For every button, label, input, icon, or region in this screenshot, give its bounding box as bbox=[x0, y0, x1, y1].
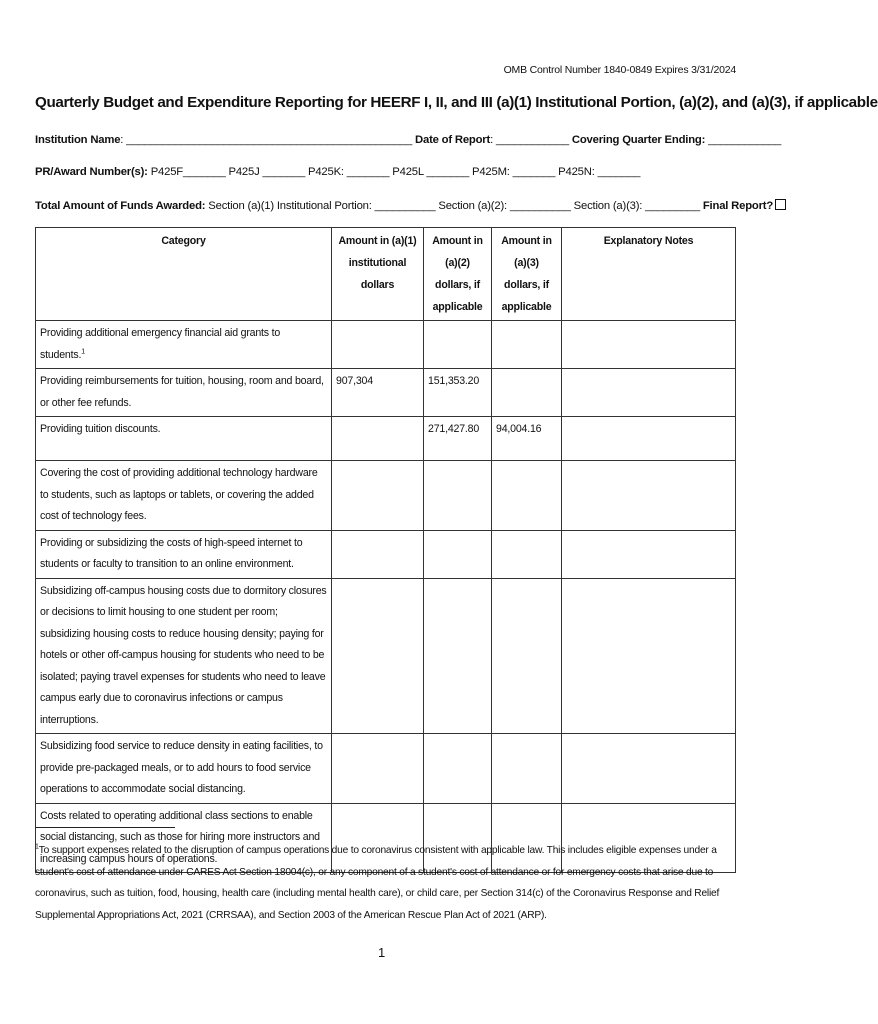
footnote-divider bbox=[35, 827, 175, 828]
header-category: Category bbox=[36, 228, 332, 321]
award-fields[interactable]: P425F_______ P425J _______ P425K: _______ P425L _______ P425M: _______ P425N: _______ bbox=[147, 166, 641, 178]
a3-cell[interactable] bbox=[492, 321, 562, 369]
a3-cell[interactable] bbox=[492, 369, 562, 417]
category-cell: Subsidizing off-campus housing costs due to dormitory closures or decisions to limit housing to one student per room; subsidizing housing costs to reduce housing density; paying for hotels or other off-campus housing for students who need to be isolated; paying travel expenses for students who need to leave campus early due to coronavirus infections or campus interruptions. bbox=[36, 578, 332, 734]
a2-cell[interactable] bbox=[424, 321, 492, 369]
total-label: Total Amount of Funds Awarded: bbox=[35, 200, 206, 212]
a1-cell[interactable] bbox=[332, 734, 424, 804]
a1-cell[interactable] bbox=[332, 578, 424, 734]
footnote-text: To support expenses related to the disruption of campus operations due to coronavirus consistent with applicable law. This includes eligible expenses under a student's cost of attendance under CARES Act Section 18004(c), or any component of a student's cost of attendance or for emergency costs that arise due to coronavirus, such as tuition, food, housing, health care (including mental health care), or child care, per Section 314(c) of the Coronavirus Response and Relief Supplemental Appropriations Act, 2021 (CRRSAA), and Section 2003 of the American Rescue Plan Act of 2021 (ARP). bbox=[35, 845, 720, 921]
final-report-label: Final Report? bbox=[702, 200, 774, 212]
notes-cell[interactable] bbox=[562, 530, 736, 578]
table-row bbox=[36, 578, 736, 734]
date-label: Date of Report bbox=[415, 134, 491, 146]
table-row bbox=[36, 417, 736, 461]
header-a2: Amount in (a)(2) dollars, if applicable bbox=[424, 228, 492, 321]
header-notes: Explanatory Notes bbox=[562, 228, 736, 321]
footnote-marker: 1 bbox=[35, 843, 39, 851]
table-row bbox=[36, 530, 736, 578]
a3-cell[interactable] bbox=[492, 578, 562, 734]
institution-label: Institution Name bbox=[35, 134, 121, 146]
budget-table bbox=[35, 227, 736, 873]
category-cell: Providing tuition discounts. bbox=[36, 417, 332, 461]
header-a3: Amount in (a)(3) dollars, if applicable bbox=[492, 228, 562, 321]
a3-cell[interactable]: 94,004.16 bbox=[492, 417, 562, 461]
quarter-field[interactable]: ____________ bbox=[705, 134, 782, 146]
a2-cell[interactable]: 271,427.80 bbox=[424, 417, 492, 461]
table-header-row bbox=[36, 228, 736, 321]
a1-cell[interactable] bbox=[332, 530, 424, 578]
a2-cell[interactable]: 151,353.20 bbox=[424, 369, 492, 417]
omb-control-number: OMB Control Number 1840-0849 Expires 3/31/2024 bbox=[503, 64, 736, 76]
table-row bbox=[36, 321, 736, 369]
category-cell: Covering the cost of providing additional technology hardware to students, such as laptops or tablets, or covering the added cost of technology fees. bbox=[36, 461, 332, 531]
date-field[interactable]: : ____________ bbox=[490, 134, 569, 146]
category-cell: Costs related to operating additional class sections to enable social distancing, such as those for hiring more instructors and increasing campus hours of operations. bbox=[36, 803, 332, 873]
a2-cell[interactable] bbox=[424, 461, 492, 531]
a1-cell[interactable] bbox=[332, 461, 424, 531]
total-funds-line bbox=[35, 199, 786, 212]
footnote bbox=[35, 840, 740, 926]
table-row bbox=[36, 461, 736, 531]
a2-cell[interactable] bbox=[424, 734, 492, 804]
table-row bbox=[36, 369, 736, 417]
page-number: 1 bbox=[378, 945, 386, 960]
notes-cell[interactable] bbox=[562, 578, 736, 734]
category-cell: Subsidizing food service to reduce density in eating facilities, to provide pre-packaged meals, or to add hours to food service operations to accommodate social distancing. bbox=[36, 734, 332, 804]
quarter-label: Covering Quarter Ending: bbox=[571, 134, 706, 146]
award-label: PR/Award Number(s): bbox=[35, 166, 148, 178]
award-line bbox=[35, 166, 640, 178]
header-a1: Amount in (a)(1) institutional dollars bbox=[332, 228, 424, 321]
category-cell: Providing reimbursements for tuition, housing, room and board, or other fee refunds. bbox=[36, 369, 332, 417]
a3-cell[interactable] bbox=[492, 734, 562, 804]
notes-cell[interactable] bbox=[562, 369, 736, 417]
institution-line bbox=[35, 134, 781, 146]
a2-cell[interactable] bbox=[424, 578, 492, 734]
a2-cell[interactable] bbox=[424, 530, 492, 578]
total-fields[interactable]: Section (a)(1) Institutional Portion: __________ Section (a)(2): __________ Section (a)(3): _________ bbox=[205, 200, 703, 212]
institution-field[interactable]: : _______________________________________________ bbox=[120, 134, 413, 146]
page-title: Quarterly Budget and Expenditure Reporting for HEERF I, II, and III (a)(1) Institutional Portion, (a)(2), and (a)(3), if applicable bbox=[35, 94, 878, 111]
table-row bbox=[36, 734, 736, 804]
category-cell: Providing additional emergency financial aid grants to students.$^1$ bbox=[36, 321, 332, 369]
a3-cell[interactable] bbox=[492, 530, 562, 578]
notes-cell[interactable] bbox=[562, 461, 736, 531]
footnote-ref: 1 bbox=[81, 347, 85, 355]
a1-cell[interactable] bbox=[332, 417, 424, 461]
category-cell: Providing or subsidizing the costs of high-speed internet to students or faculty to transition to an online environment. bbox=[36, 530, 332, 578]
a1-cell[interactable]: 907,304 bbox=[332, 369, 424, 417]
a1-cell[interactable] bbox=[332, 321, 424, 369]
notes-cell[interactable] bbox=[562, 734, 736, 804]
notes-cell[interactable] bbox=[562, 417, 736, 461]
final-report-checkbox[interactable] bbox=[775, 199, 786, 210]
notes-cell[interactable] bbox=[562, 321, 736, 369]
a3-cell[interactable] bbox=[492, 461, 562, 531]
